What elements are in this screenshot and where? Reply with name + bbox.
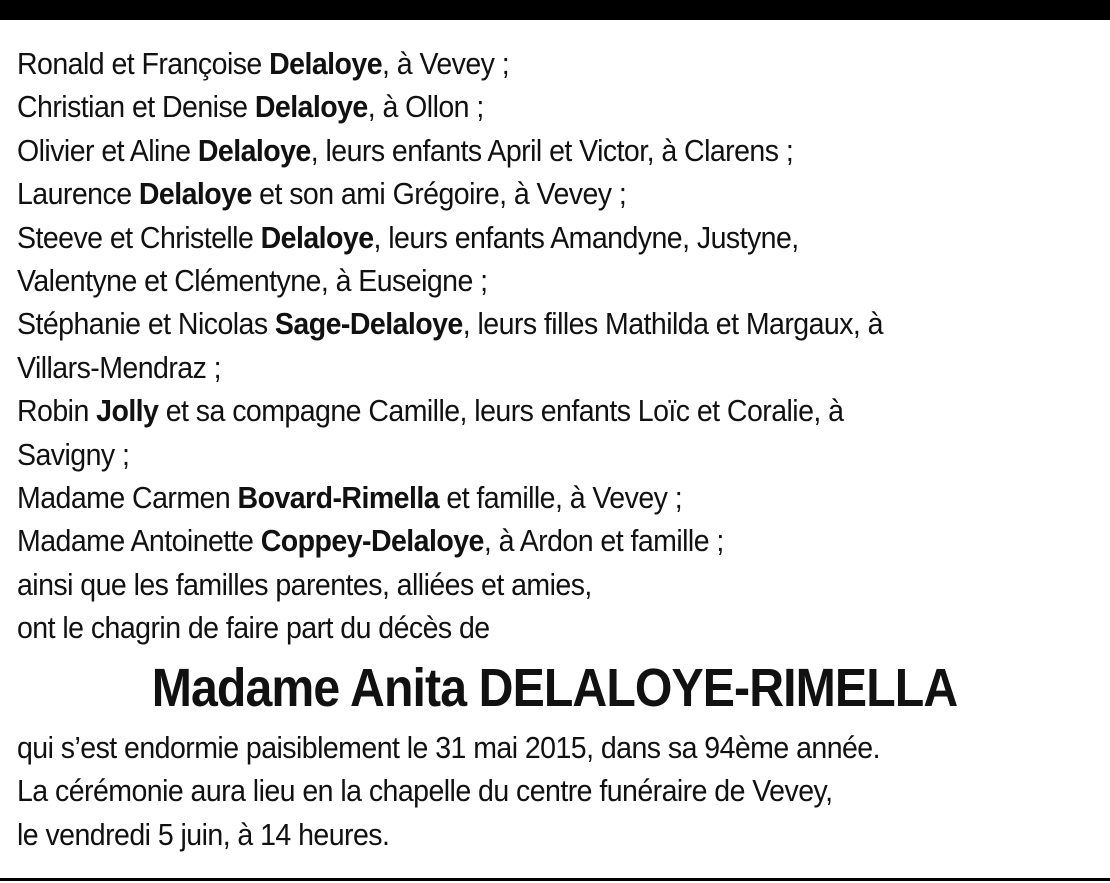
bottom-border <box>0 878 1110 881</box>
family-surname: Delaloye <box>138 176 252 212</box>
family-surname: Bovard-Rimella <box>237 480 440 516</box>
family-surname: Delaloye <box>269 46 383 81</box>
family-line: Steeve et Christelle Delaloye, leurs enfants Amandyne, Justyne, <box>17 219 799 255</box>
family-line: Ronald et Françoise Delaloye, à Vevey ; <box>17 46 510 81</box>
family-line: Madame Antoinette Coppey-Delaloye, à Ardon et famille ; <box>17 523 724 559</box>
family-list <box>17 42 1092 650</box>
family-line: Villars-Mendraz ; <box>17 349 222 385</box>
family-line: Olivier et Aline Delaloye, leurs enfants April et Victor, à Clarens ; <box>17 132 794 168</box>
family-surname: Delaloye <box>197 132 311 168</box>
top-border <box>0 0 1110 20</box>
death-notice <box>17 42 1092 856</box>
family-line: Madame Carmen Bovard-Rimella et famille, à Vevey ; <box>17 480 683 516</box>
family-line: Stéphanie et Nicolas Sage-Delaloye, leurs filles Mathilda et Margaux, à <box>17 306 883 342</box>
family-line: Robin Jolly et sa compagne Camille, leurs enfants Loïc et Coralie, à <box>17 393 844 429</box>
family-surname: Coppey-Delaloye <box>260 523 484 559</box>
closing-line: le vendredi 5 juin, à 14 heures. <box>17 816 390 852</box>
family-line: ont le chagrin de faire part du décès de <box>17 610 490 646</box>
closing-text <box>17 726 1092 856</box>
family-line: Laurence Delaloye et son ami Grégoire, à Vevey ; <box>17 176 627 212</box>
closing-line: La cérémonie aura lieu en la chapelle du centre funéraire de Vevey, <box>17 773 833 809</box>
family-surname: Sage-Delaloye <box>274 306 463 342</box>
family-line: Savigny ; <box>17 436 130 472</box>
closing-line: qui s’est endormie paisiblement le 31 mai 2015, dans sa 94ème année. <box>17 729 881 765</box>
family-surname: Jolly <box>96 393 159 429</box>
deceased-name: Madame Anita DELALOYE-RIMELLA <box>151 657 958 718</box>
family-surname: Delaloye <box>260 219 374 255</box>
family-line: Valentyne et Clémentyne, à Euseigne ; <box>17 263 488 299</box>
family-line: Christian et Denise Delaloye, à Ollon ; <box>17 89 484 125</box>
family-line: ainsi que les familles parentes, alliées et amies, <box>17 566 592 602</box>
family-surname: Delaloye <box>254 89 368 125</box>
